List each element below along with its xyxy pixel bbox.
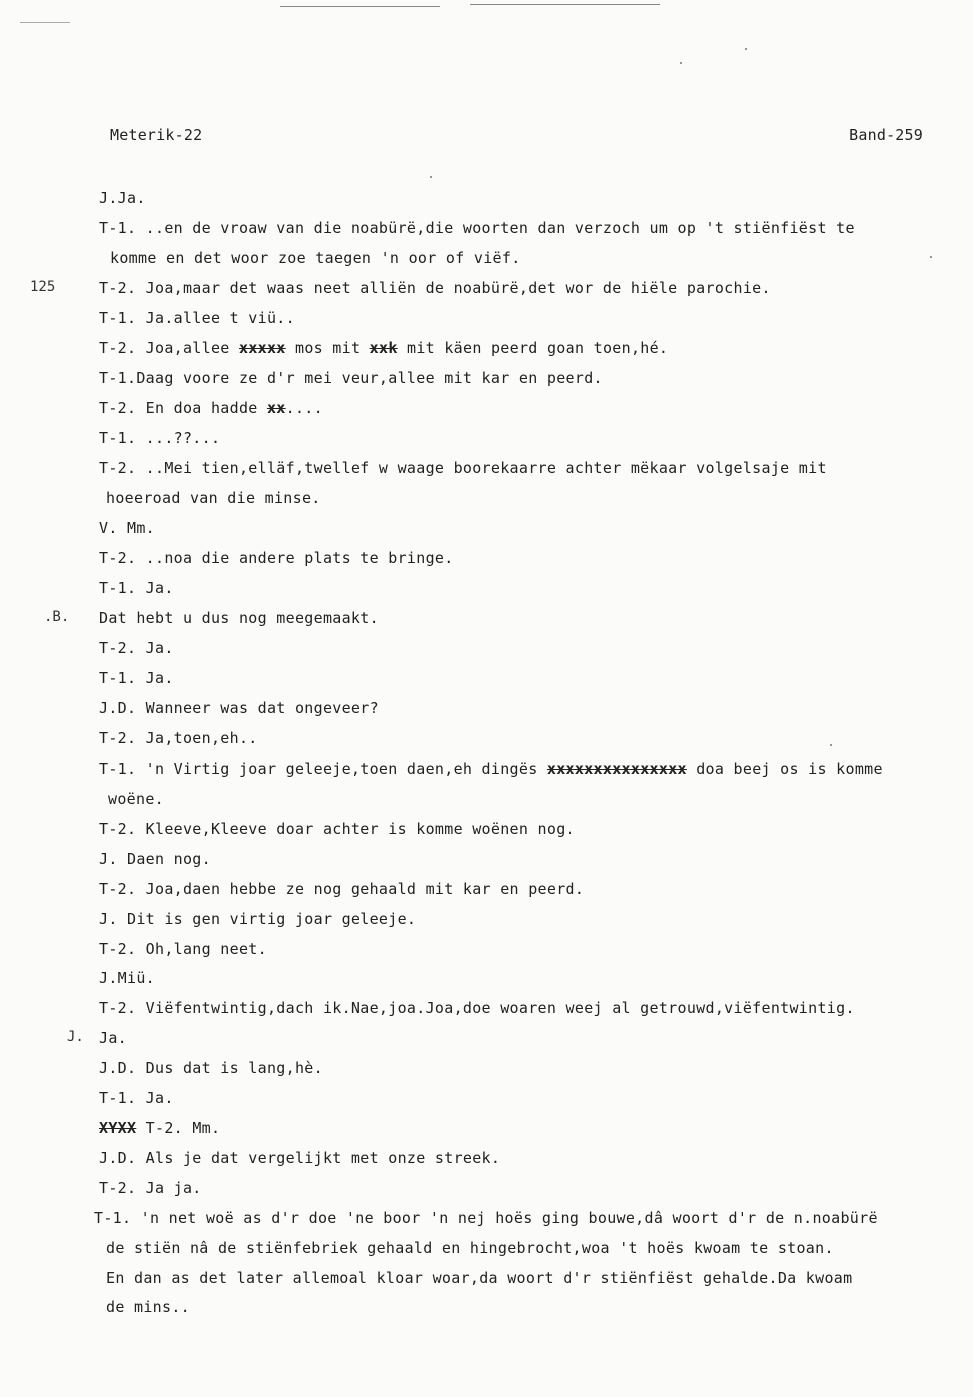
- text-line: T-1.Daag voore ze d'r mei veur,allee mit kar en peerd.: [99, 369, 603, 387]
- text-line: J.D. Dus dat is lang,hè.: [99, 1059, 323, 1077]
- line-start: T-2. Joa,allee: [99, 339, 230, 357]
- text-line: T-1. Ja.: [99, 1089, 174, 1107]
- text-line: de mins..: [106, 1298, 190, 1316]
- text-line: T-1. 'n net woë as d'r doe 'ne boor 'n nej hoës ging bouwe,dâ woort d'r de n.noabürë: [94, 1209, 878, 1227]
- text-line: V. Mm.: [99, 519, 155, 537]
- text-line: T-2. Oh,lang neet.: [99, 940, 267, 958]
- margin-speaker: .B.: [44, 609, 70, 625]
- scan-speck: [430, 176, 432, 178]
- struck-text: xxxxx: [238, 339, 286, 357]
- header-right: Band-259: [849, 126, 923, 144]
- scan-artifact: [20, 22, 70, 23]
- text-line: T-2. Kleeve,Kleeve doar achter is komme woënen nog.: [99, 820, 575, 838]
- line-start: T-1. 'n Virtig joar geleeje,toen daen,eh dingës: [99, 760, 538, 778]
- text-line: de stiën nâ de stiënfebriek gehaald en hingebrocht,woa 't hoës kwoam te stoan.: [106, 1239, 834, 1257]
- text-line: J.D. Wanneer was dat ongeveer?: [99, 699, 379, 717]
- text-line: Dat hebt u dus nog meegemaakt.: [99, 609, 379, 627]
- scan-speck: [745, 48, 747, 50]
- struck-text: xx: [266, 399, 286, 417]
- line-end: doa beej os is komme: [696, 760, 883, 778]
- header-left: Meterik-22: [110, 126, 203, 144]
- text-line: T-1. ...??...: [99, 429, 221, 447]
- scan-artifact: [280, 6, 440, 7]
- line-mid: mos mit: [294, 339, 361, 357]
- scan-speck: [930, 256, 932, 258]
- text-line: T-2. Ja ja.: [99, 1179, 202, 1197]
- text-line: T-2. Viëfentwintig,dach ik.Nae,joa.Joa,doe woaren weej al getrouwd,viëfentwintig.: [99, 999, 855, 1017]
- text-line: [99, 339, 668, 357]
- text-line: J.Ja.: [99, 189, 146, 207]
- line-end: ....: [285, 399, 323, 417]
- text-line: komme en det woor zoe taegen 'n oor of viëf.: [110, 249, 521, 267]
- struck-text: xxk: [369, 339, 398, 357]
- scan-artifact: [470, 4, 660, 5]
- text-line: T-1. Ja.allee t viü..: [99, 309, 295, 327]
- line-start: T-2. En doa hadde: [99, 399, 258, 417]
- text-line: woëne.: [108, 790, 164, 808]
- text-line: T-2. ..Mei tien,elläf,twellef w waage boorekaarre achter mëkaar volgelsaje mit: [99, 459, 827, 477]
- text-line: Ja.: [99, 1029, 127, 1047]
- margin-number: 125: [30, 279, 56, 295]
- scan-speck: [680, 62, 682, 64]
- scan-speck: [830, 744, 832, 746]
- text-line: T-2. Ja.: [99, 639, 174, 657]
- line-end: mit käen peerd goan toen,hé.: [407, 339, 669, 357]
- text-line: J.Miü.: [99, 969, 155, 987]
- text-line: [99, 399, 323, 417]
- text-line: T-1. ..en de vroaw van die noabürë,die woorten dan verzoch um op 't stiënfiëst te: [99, 219, 855, 237]
- text-line: J.D. Als je dat vergelijkt met onze streek.: [99, 1149, 501, 1167]
- text-line: [99, 760, 883, 778]
- text-line: J. Dit is gen virtig joar geleeje.: [99, 910, 417, 928]
- line-end: T-2. Mm.: [145, 1119, 221, 1137]
- text-line: J. Daen nog.: [99, 850, 211, 868]
- text-line: En dan as det later allemoal kloar woar,da woort d'r stiënfiëst gehalde.Da kwoam: [106, 1269, 853, 1287]
- text-line: T-2. Joa,daen hebbe ze nog gehaald mit kar en peerd.: [99, 880, 585, 898]
- text-line: T-2. ..noa die andere plats te bringe.: [99, 549, 454, 567]
- text-line: T-2. Ja,toen,eh..: [99, 729, 258, 747]
- text-line: T-1. Ja.: [99, 669, 174, 687]
- text-line: T-2. Joa,maar det waas neet alliën de noabürë,det wor de hiële parochie.: [99, 279, 771, 297]
- text-line: [99, 1119, 220, 1137]
- struck-text: xxxxxxxxxxxxxxx: [546, 760, 687, 778]
- text-line: T-1. Ja.: [99, 579, 174, 597]
- margin-speaker: J.: [67, 1029, 84, 1045]
- text-line: hoeeroad van die minse.: [106, 489, 321, 507]
- struck-text: XYXX: [99, 1119, 137, 1137]
